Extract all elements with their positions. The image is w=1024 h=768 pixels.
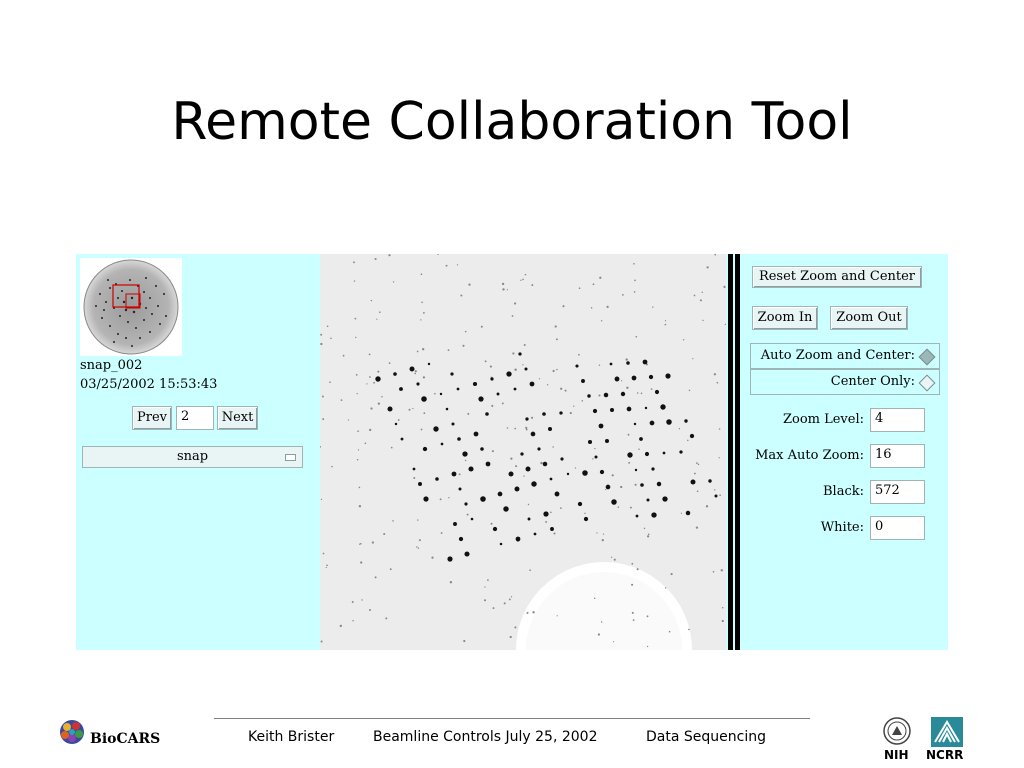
footer-topic: Data Sequencing xyxy=(646,729,766,745)
white-level-input[interactable]: 0 xyxy=(870,516,925,540)
ncrr-logo-icon xyxy=(930,716,964,748)
diffraction-thumbnail[interactable] xyxy=(80,258,182,356)
biocars-logo-icon xyxy=(58,718,86,746)
splitter-bar[interactable] xyxy=(726,254,742,650)
black-level-input[interactable]: 572 xyxy=(870,480,925,504)
slide-title: Remote Collaboration Tool xyxy=(171,92,853,152)
left-panel xyxy=(76,254,320,650)
center-only-label: Center Only: xyxy=(830,374,915,389)
white-level-label: White: xyxy=(820,520,864,535)
auto-zoom-label: Auto Zoom and Center: xyxy=(760,348,915,363)
footer-event: Beamline Controls July 25, 2002 xyxy=(373,729,598,745)
frame-number-input[interactable]: 2 xyxy=(176,406,214,430)
zoom-level-input[interactable]: 4 xyxy=(870,408,925,432)
snap-dropdown[interactable] xyxy=(82,446,303,468)
prev-button[interactable]: Prev xyxy=(132,406,172,430)
nih-logo-text: NIH xyxy=(884,748,909,762)
center-only-radio-icon[interactable] xyxy=(919,375,936,392)
footer-divider xyxy=(214,718,810,719)
footer-author: Keith Brister xyxy=(248,729,335,745)
nih-seal-icon xyxy=(882,716,912,746)
diffraction-image-view[interactable] xyxy=(320,254,736,650)
right-panel xyxy=(742,254,948,650)
auto-zoom-row xyxy=(750,343,940,369)
ncrr-logo-text: NCRR xyxy=(926,748,964,762)
zoom-in-button[interactable]: Zoom In xyxy=(752,306,818,330)
snap-dropdown-value: snap xyxy=(176,449,209,464)
max-auto-zoom-label: Max Auto Zoom: xyxy=(755,448,864,463)
max-auto-zoom-input[interactable]: 16 xyxy=(870,444,925,468)
next-button[interactable]: Next xyxy=(217,406,258,430)
reset-zoom-center-button[interactable]: Reset Zoom and Center xyxy=(752,266,922,288)
snap-name: snap_002 xyxy=(80,358,143,373)
black-level-label: Black: xyxy=(823,484,864,499)
auto-zoom-radio-icon[interactable] xyxy=(919,349,936,366)
snap-timestamp: 03/25/2002 15:53:43 xyxy=(80,377,218,392)
collaboration-app-window xyxy=(76,254,948,650)
zoom-level-label: Zoom Level: xyxy=(782,412,864,427)
biocars-logo-text: BioCARS xyxy=(90,731,161,747)
dropdown-indicator-icon xyxy=(285,454,296,461)
center-only-row xyxy=(750,369,940,395)
zoom-out-button[interactable]: Zoom Out xyxy=(830,306,908,330)
